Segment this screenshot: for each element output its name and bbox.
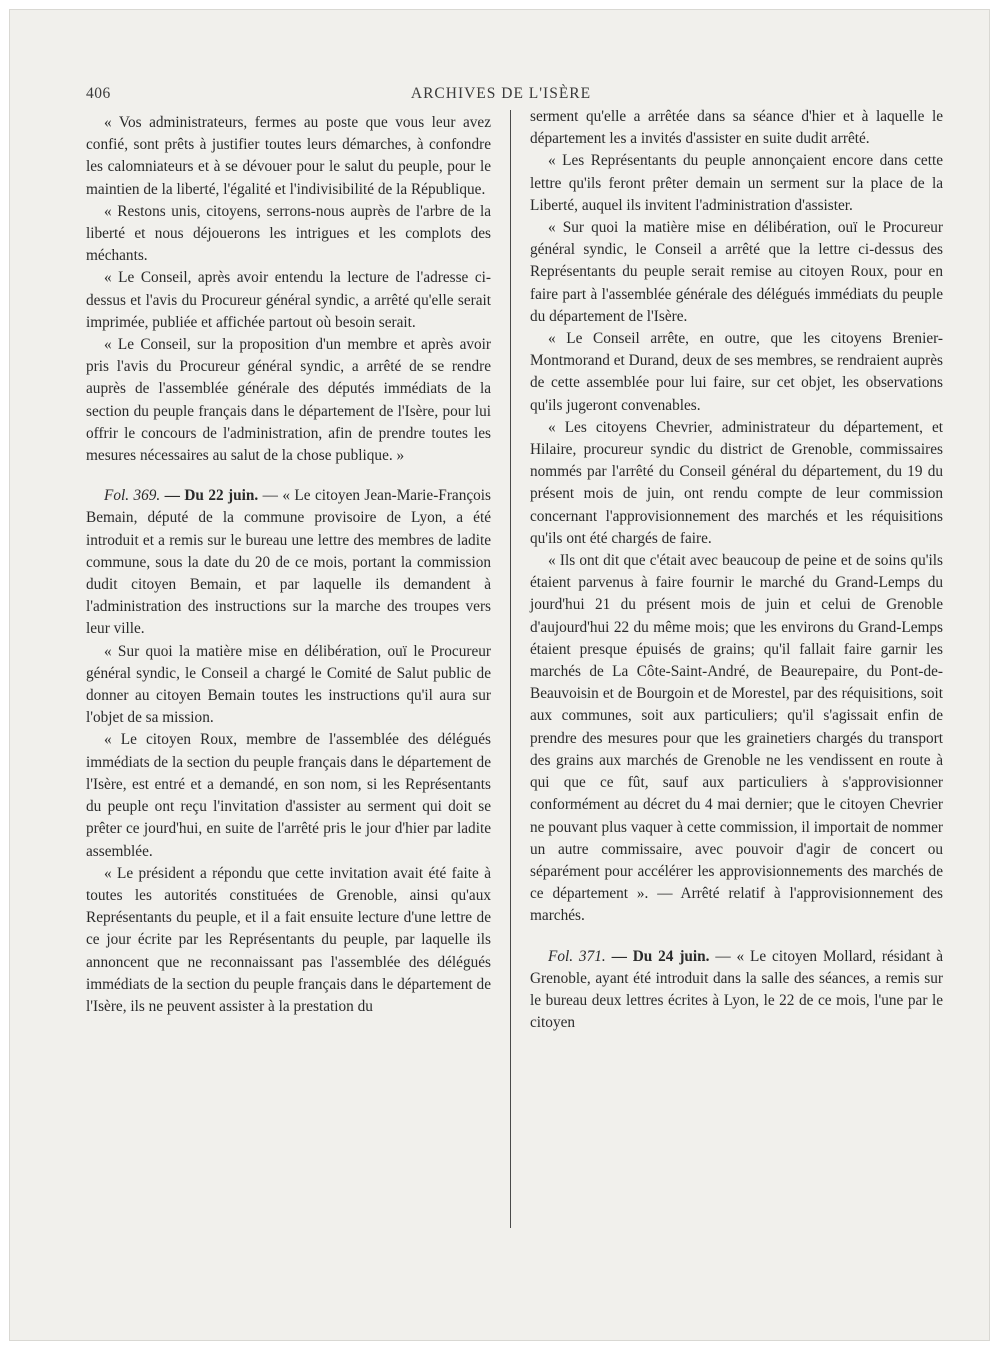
entry-paragraph: [86, 485, 491, 640]
paragraph: serment qu'elle a arrêtée dans sa séance d'hier et à laquelle le département les a invités d'assister en suite dudit arrêté.: [530, 108, 943, 148]
folio-reference: Fol. 369.: [104, 487, 161, 505]
paragraph: « Le président a répondu que cette invitation avait été faite à toutes les autorités constituées de Grenoble, ainsi qu'aux Représentants du peuple, et il a fait ensuite lecture d'une lettre de ce jour écrite par les Représentants du peuple, par laquelle ils annoncent que ne reconnaissant pas l'assemblée des délégués immédiats de la section du peuple français dans le département de l'Isère, ils ne peuvent assister à la prestation du: [86, 864, 491, 1015]
column-divider: [510, 110, 511, 1228]
paragraph: « Sur quoi la matière mise en délibération, ouï le Procureur général syndic, le Conseil a arrêté que la lettre ci-dessus des Représentants du peuple serait remise au citoyen Roux, pour en faire part à l'assemblée générale des délégués immédiats du peuple du département de l'Isère.: [530, 219, 943, 325]
entry-date: — Du 22 juin.: [164, 487, 259, 505]
paragraph: « Restons unis, citoyens, serrons-nous auprès de l'arbre de la liberté et nous déjouerons les intrigues et les complots des méchants.: [86, 202, 491, 265]
entry-text: — « Le citoyen Jean-Marie-François Bemain, député de la commune provisoire de Lyon, a été introduit et a remis sur le bureau une lettre des membres de ladite commune, sous la date du 20 de ce mois, portant la commission dudit citoyen Bemain, et par laquelle ils demandent à l'administration des instructions sur la marche des troupes vers leur ville.: [86, 487, 491, 638]
paragraph: « Les Représentants du peuple annonçaient encore dans cette lettre qu'ils feront prêter demain un serment sur la place de la Liberté, auquel ils invitent l'administration d'assister.: [530, 152, 943, 214]
paragraph: « Les citoyens Chevrier, administrateur du département, et Hilaire, procureur syndic du district de Grenoble, commissaires nommés par l'arrêté du Conseil général du département, du 19 du présent mois de juin, ont rendu compte de leur commission concernant l'approvisionnement des marchés et les réquisitions qu'ils ont été chargés de faire.: [530, 418, 943, 547]
paragraph: « Ils ont dit que c'était avec beaucoup de peine et de soins qu'ils étaient parvenus à faire fournir le marché du Grand-Lemps du jourd'hui 21 du présent mois de juin et celui de Grenoble d'aujourd'hui 22 du même mois; que les environs du Grand-Lemps étaient presque épuisés de grains; qu'il fallait faire garnir les marchés de La Côte-Saint-André, de Beaurepaire, du Pont-de-Beauvoisin et de Bourgoin et de Morestel, par des réquisitions, soit aux communes, soit aux particuliers; qu'il s'agissait enfin de prendre des mesures pour que les grainetiers chargés du transport des grains aux marchés de Grenoble ne les vendissent en route à qui que ce fût, sauf aux particuliers à s'approvisionner conformément au décret du 4 mai dernier; que le citoyen Chevrier ne pouvant plus vaquer à cette commission, il importait de nommer un autre commissaire, avec pouvoir d'agir de concert ou séparément pour accélérer les approvisionnements des marchés de ce département ». — Arrêté relatif à l'approvisionnement des marchés.: [530, 552, 943, 925]
entry-text: — « Le citoyen Mollard, résidant à Grenoble, ayant été introduit dans la salle des séances, a remis sur le bureau deux lettres écrites à Lyon, le 22 de ce mois, l'une par le citoyen: [530, 947, 943, 1032]
paragraph: « Vos administrateurs, fermes au poste que vous leur avez confié, sont prêts à justifier toutes leurs démarches, à confondre les calomniateurs et à se dévouer pour le salut du peuple, pour le maintien de la liberté, l'égalité et l'indivisibilité de la République.: [86, 114, 491, 198]
paragraph: « Le Conseil, après avoir entendu la lecture de l'adresse ci-dessus et l'avis du Procureur général syndic, a arrêté qu'elle serait imprimée, publiée et affichée partout où besoin serait.: [86, 269, 491, 331]
left-column: [86, 112, 491, 1018]
entry-date: — Du 24 juin.: [611, 947, 710, 965]
paragraph: « Sur quoi la matière mise en délibération, ouï le Procureur général syndic, le Conseil a chargé le Comité de Salut public de donner au citoyen Bemain toutes les instructions qu'il aura sur l'objet de sa mission.: [86, 642, 491, 727]
running-title: ARCHIVES DE L'ISÈRE: [410, 85, 592, 102]
entry-paragraph: [530, 946, 943, 1035]
right-column: [530, 106, 943, 1034]
folio-reference: Fol. 371.: [548, 947, 606, 965]
paragraph: « Le Conseil, sur la proposition d'un membre et après avoir pris l'avis du Procureur général syndic, a arrêté de se rendre auprès de l'assemblée générale des députés immédiats de la section du peuple français dans le département de l'Isère, pour lui offrir le concours de l'administration, afin de prendre toutes les mesures nécessaires au salut de la chose publique. »: [86, 336, 491, 465]
paragraph: « Le Conseil arrête, en outre, que les citoyens Brenier-Montmorand et Durand, deux de ses membres, se rendraient auprès de cette assemblée pour lui faire, sur cet objet, les observations qu'ils jugeront convenables.: [530, 330, 943, 414]
page-number: 406: [86, 85, 111, 102]
paragraph: « Le citoyen Roux, membre de l'assemblée des délégués immédiats de la section du peuple français dans le département de l'Isère, est entré et a demandé, en son nom, si les Représentants du peuple ont reçu l'invitation d'assister au serment qui doit se prêter ce jourd'hui, en suite de l'arrêté pris le jour d'hier par ladite assemblée.: [86, 731, 491, 860]
